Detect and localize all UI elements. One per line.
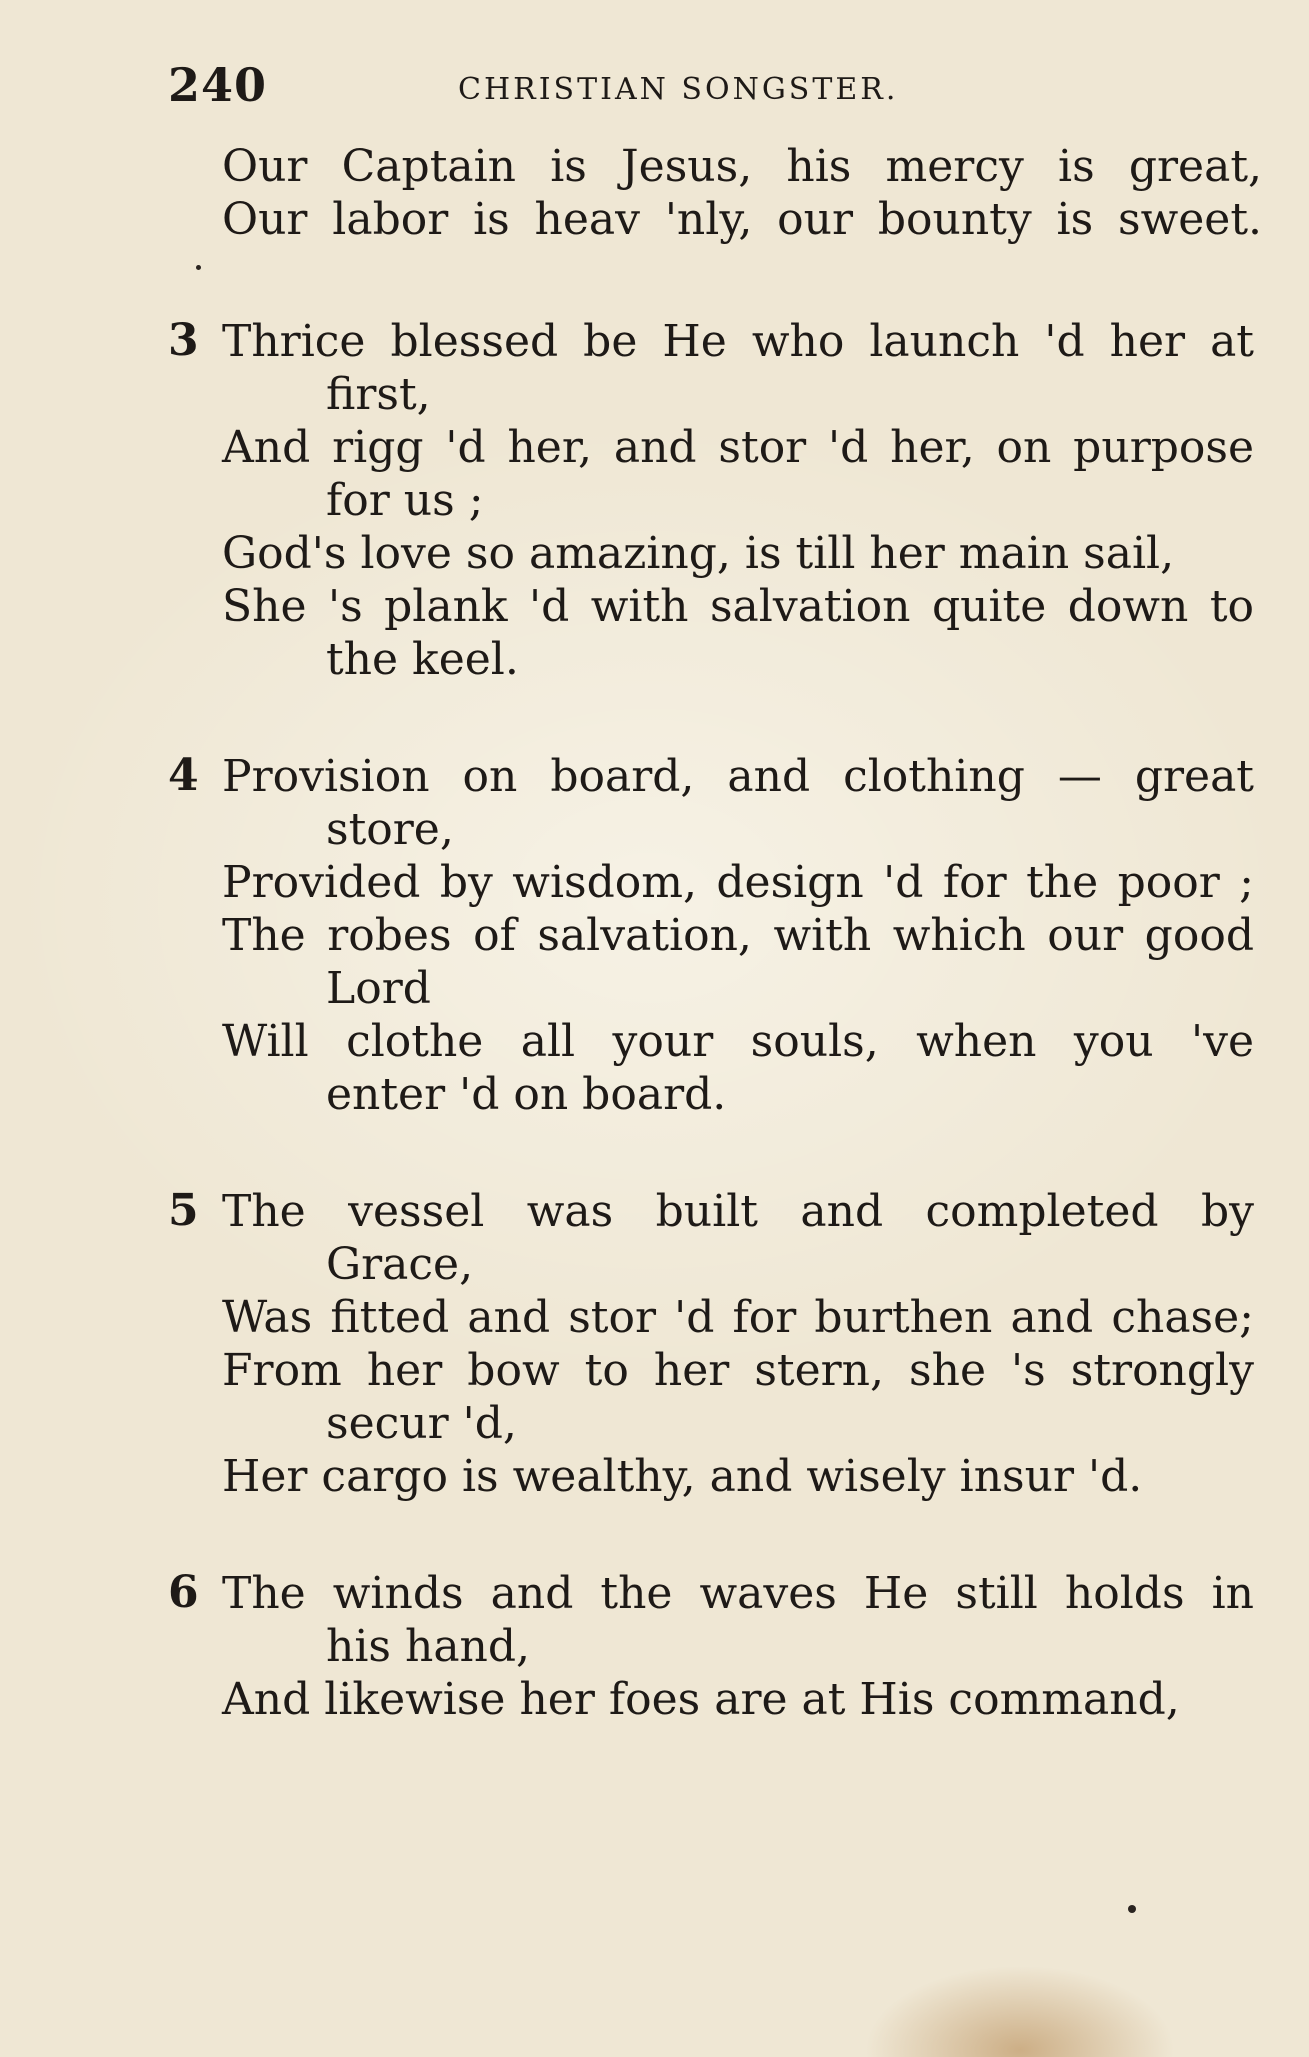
verse-line: The vessel was built and completed by (222, 1186, 1254, 1237)
verse-continuation: Lord (326, 963, 431, 1014)
verse-continuation: the keel. (326, 634, 519, 685)
verse-line: She 's plank 'd with salvation quite down to (222, 581, 1254, 632)
page-header (168, 58, 1258, 118)
verse-line: Provided by wisdom, design 'd for the poor ; (222, 857, 1254, 908)
verse-line: And rigg 'd her, and stor 'd her, on purpose (222, 422, 1254, 473)
verse-line: Will clothe all your souls, when you 've (222, 1016, 1254, 1067)
ink-speck (1128, 1905, 1136, 1913)
verse-line: Our labor is heav 'nly, our bounty is sweet. (222, 194, 1262, 245)
ink-speck (196, 265, 201, 270)
page-number: 240 (168, 58, 268, 112)
stanza-number: 4 (168, 750, 199, 801)
verse-continuation: first, (326, 369, 431, 420)
verse-line: Provision on board, and clothing — great (222, 751, 1254, 802)
verse-line: God's love so amazing, is till her main sail, (222, 528, 1175, 579)
stanza-fragment (222, 140, 1262, 246)
verse-line: Her cargo is wealthy, and wisely insur 'd. (222, 1451, 1143, 1502)
verse-line: Thrice blessed be He who launch 'd her at (222, 316, 1254, 367)
verse-line: The robes of salvation, with which our good (222, 910, 1254, 961)
verse-continuation: secur 'd, (326, 1398, 517, 1449)
verse-continuation: enter 'd on board. (326, 1069, 727, 1120)
stanza-number: 5 (168, 1185, 199, 1236)
verse-continuation: store, (326, 804, 454, 855)
verse-line: Our Captain is Jesus, his mercy is great, (222, 141, 1262, 192)
verse-line: And likewise her foes are at His command, (222, 1674, 1180, 1725)
verse-continuation: his hand, (326, 1621, 531, 1672)
verse-continuation: for us ; (326, 475, 484, 526)
verse-line: From her bow to her stern, she 's strongly (222, 1345, 1254, 1396)
stanza-number: 3 (168, 315, 199, 366)
verse-line: The winds and the waves He still holds in (222, 1568, 1254, 1619)
verse-continuation: Grace, (326, 1239, 474, 1290)
stanza-number: 6 (168, 1567, 199, 1618)
running-title: CHRISTIAN SONGSTER. (458, 72, 899, 107)
verse-line: Was fitted and stor 'd for burthen and chase; (222, 1292, 1254, 1343)
